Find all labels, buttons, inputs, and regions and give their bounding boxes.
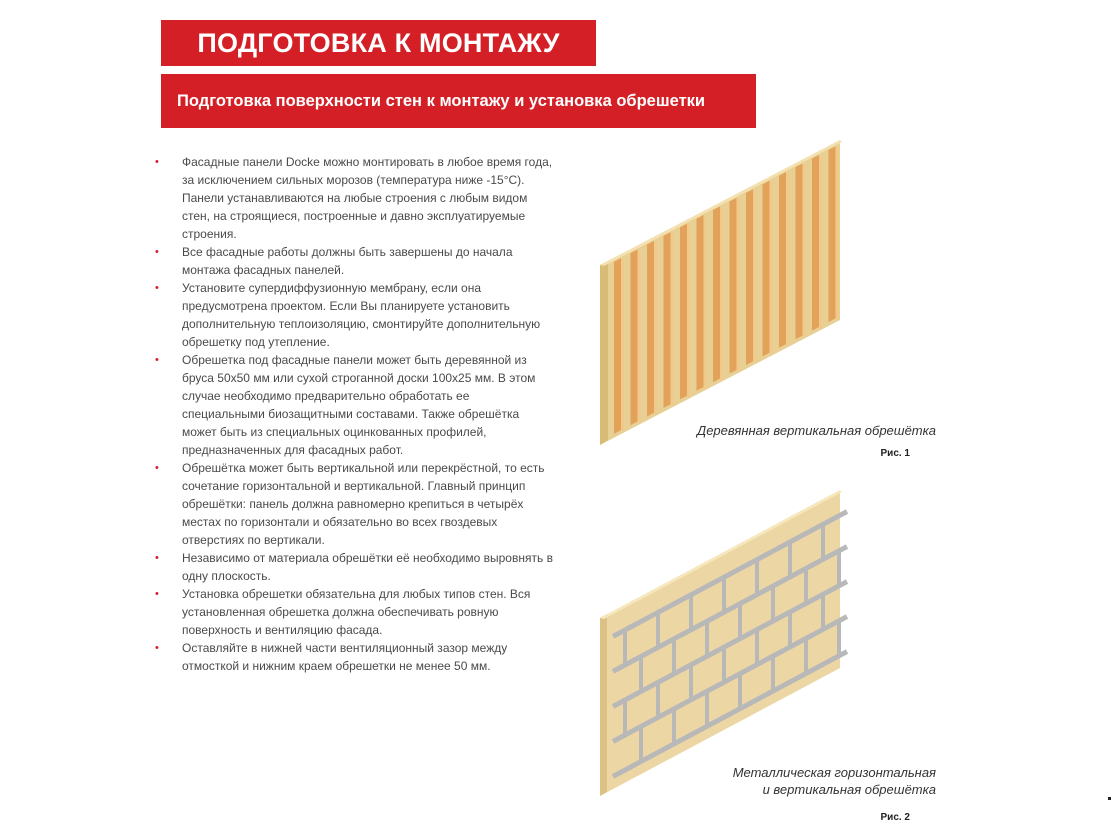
figure-1-label: Рис. 1 [880, 448, 910, 459]
list-item: • Обрешётка может быть вертикальной или перекрёстной, то есть сочетание горизонтальной и вертикальной. Главный принцип обрешётки: панель должна равномерно крепиться в четырёх местах по горизонтали и обязательно во всех гвоздевых отверстиях по вертикали. [155, 459, 555, 549]
instructions-list [155, 153, 555, 675]
wooden-batten [812, 155, 819, 331]
list-item: • Фасадные панели Docke можно монтировать в любое время года, за исключением сильных морозов (температура ниже -15°С). Панели устанавливаются на любые строения с любым видом стен, на строящиеся, построенные и давно эксплуатируемые строения. [155, 153, 555, 243]
wooden-batten [631, 250, 638, 426]
wooden-batten-side [687, 224, 690, 398]
figure-2-caption-line1: Металлическая горизонтальная [732, 765, 936, 780]
wooden-batten [697, 215, 704, 391]
wooden-batten [680, 224, 687, 400]
wooden-batten [746, 189, 753, 365]
wooden-batten-side [704, 215, 707, 389]
wooden-batten [829, 146, 836, 322]
wooden-batten-side [836, 146, 839, 320]
wooden-batten-side [753, 189, 756, 363]
wooden-batten-side [737, 198, 740, 372]
page-title: ПОДГОТОВКА К МОНТАЖУ [161, 20, 596, 66]
wooden-batten [763, 181, 770, 357]
wooden-batten [796, 164, 803, 340]
wooden-batten [647, 241, 654, 417]
wooden-batten-side [819, 155, 822, 329]
wooden-batten-side [803, 164, 806, 338]
wooden-batten-side [720, 207, 723, 381]
figure-1-caption: Деревянная вертикальная обрешётка [697, 423, 936, 438]
wooden-batten [614, 258, 621, 434]
list-item: • Обрешетка под фасадные панели может быть деревянной из бруса 50х50 мм или сухой строганной доски 100х25 мм. В этом случае необходимо предварительно обработать ее специальными биозащитными составами. Также обрешётка может быть из специальных оцинкованных профилей, предназначенных для фасадных работ. [155, 351, 555, 459]
list-item: • Независимо от материала обрешётки её необходимо выровнять в одну плоскость. [155, 549, 555, 585]
list-item: • Установите супердиффузионную мембрану, если она предусмотрена проектом. Если Вы планируете установить дополнительную теплоизоляцию, смонтируйте дополнительную обрешетку под утепление. [155, 279, 555, 351]
wooden-batten-side [621, 258, 624, 432]
wooden-batten-side [786, 172, 789, 346]
list-item: • Установка обрешетки обязательна для любых типов стен. Вся установленная обрешетка должна обеспечивать ровную поверхность и вентиляцию фасада. [155, 585, 555, 639]
wooden-batten [713, 207, 720, 383]
wooden-batten [779, 172, 786, 348]
metal-lattice-illustration [595, 488, 860, 800]
section-subtitle: Подготовка поверхности стен к монтажу и установка обрешетки [161, 74, 756, 128]
wooden-batten-side [671, 232, 674, 406]
list-item: • Все фасадные работы должны быть завершены до начала монтажа фасадных панелей. [155, 243, 555, 279]
wooden-batten [730, 198, 737, 374]
list-item: • Оставляйте в нижней части вентиляционный зазор между отмосткой и нижним краем обрешетки не менее 50 мм. [155, 639, 555, 675]
stray-mark [1108, 797, 1111, 800]
wooden-batten-side [654, 241, 657, 415]
figure-2-label: Рис. 2 [880, 812, 910, 823]
wooden-batten [664, 232, 671, 408]
wooden-batten-side [770, 181, 773, 355]
wooden-batten-side [638, 250, 641, 424]
wooden-batten-illustration [600, 140, 850, 445]
figure-2-caption [640, 764, 936, 798]
figure-2-caption-line2: и вертикальная обрешётка [762, 782, 936, 797]
